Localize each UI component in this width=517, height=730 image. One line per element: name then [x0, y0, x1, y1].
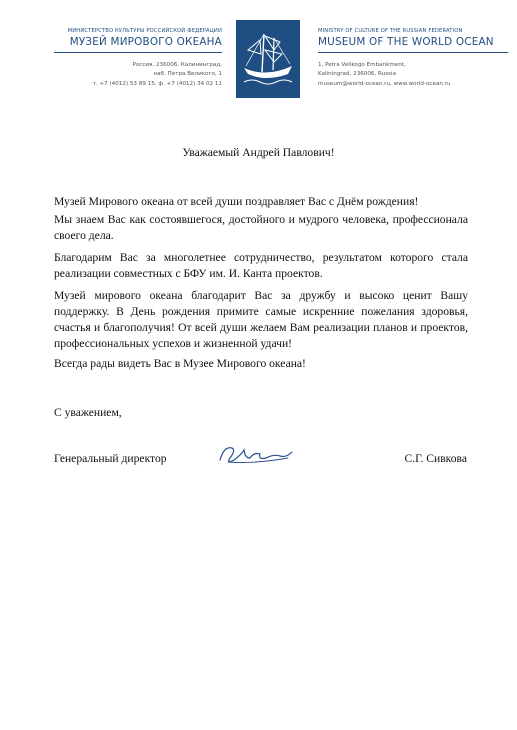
letterhead-left — [54, 28, 222, 89]
address-en — [318, 61, 508, 89]
letter-paragraph: Благодарим Вас за многолетнее сотрудничество, результатом которого стала реализации совместных с БФУ им. И. Канта проектов. — [54, 251, 468, 280]
letter-paragraph: Музей мирового океана благодарит Вас за дружбу и высоко ценит Вашу поддержку. В День рождения примите самые искренние пожелания здоровья, счастья и благополучия! От всей души желаем Вам реализации планов и проектов, профессиональных успехов и жизненной удачи! — [54, 289, 468, 350]
address-line: 1, Petra Velikogo Embankment, — [318, 62, 406, 68]
handwritten-signature — [214, 438, 296, 468]
header-divider-left — [54, 52, 222, 53]
letter-paragraph: Мы знаем Вас как состоявшегося, достойного и мудрого человека, профессионала своего дела. — [54, 213, 468, 242]
letter-greeting: Уважаемый Андрей Павлович! — [182, 146, 335, 159]
letter-paragraph: Музей Мирового океана от всей души поздравляет Вас с Днём рождения! — [54, 195, 419, 208]
letterhead-right — [318, 28, 508, 89]
ministry-name-en: MINISTRY OF CULTURE OF THE RUSSIAN FEDERATION — [318, 28, 463, 34]
address-line: Kaliningrad, 236006, Russia — [318, 71, 397, 78]
address-ru — [54, 61, 222, 89]
ministry-name-ru: МИНИСТЕРСТВО КУЛЬТУРЫ РОССИЙСКОЙ ФЕДЕРАЦИИ — [67, 28, 222, 34]
signer-name: С.Г. Сивкова — [404, 452, 467, 465]
letter-closing: С уважением, — [54, 406, 122, 419]
header-divider-right — [318, 52, 508, 53]
address-line: наб. Петра Великого, 1 — [153, 71, 222, 78]
museum-name-en: MUSEUM OF THE WORLD OCEAN — [318, 36, 494, 48]
phone-fax-line: т. +7 (4012) 53 89 15, ф. +7 (4012) 34 02 11 — [92, 80, 222, 87]
museum-name-ru: МУЗЕЙ МИРОВОГО ОКЕАНА — [69, 36, 222, 48]
address-line: Россия, 236006, Калининград, — [132, 62, 222, 68]
signer-title: Генеральный директор — [54, 452, 167, 465]
letter-paragraph: Всегда рады видеть Вас в Музее Мирового океана! — [54, 357, 306, 370]
sailing-ship-logo-icon — [236, 20, 300, 98]
email-website-line: museum@world-ocean.ru, www.world-ocean.ru — [318, 80, 451, 87]
